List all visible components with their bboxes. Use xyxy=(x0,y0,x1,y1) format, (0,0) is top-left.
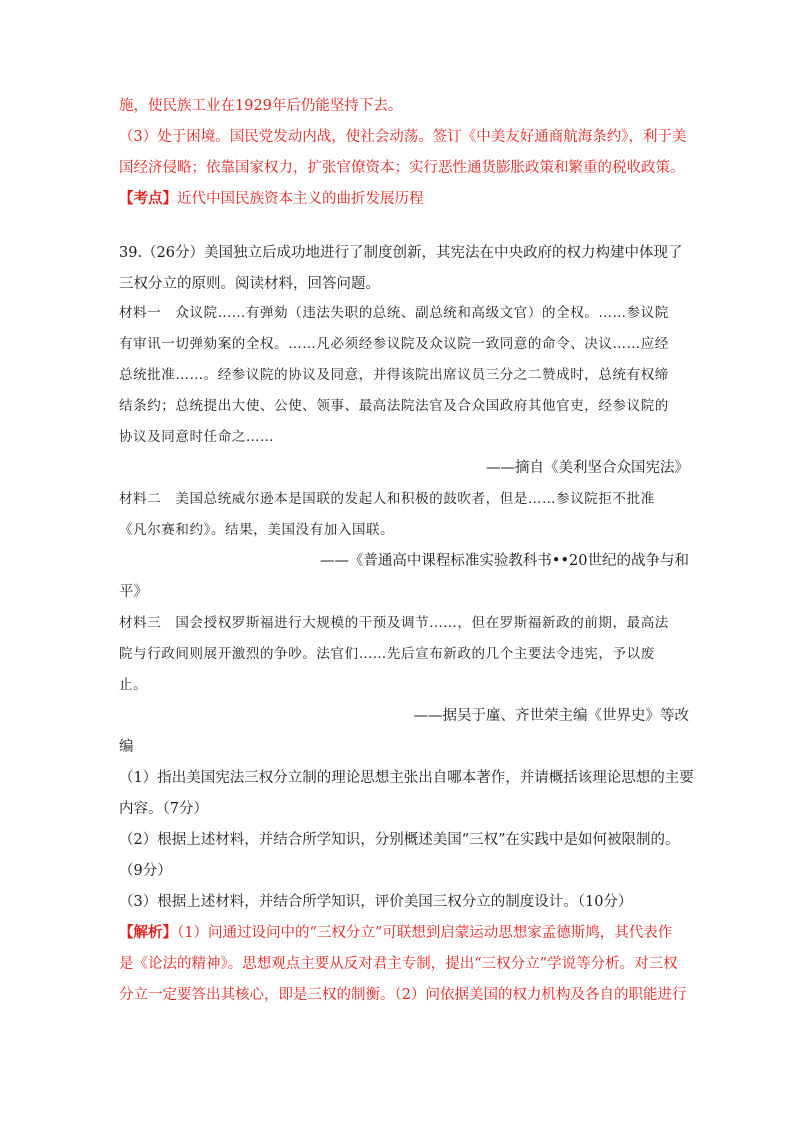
analysis-line2: 是《论法的精神》。思想观点主要从反对君主专制，提出“三权分立”学说等分析。对三权 xyxy=(119,956,678,972)
subquestion1-line1: （1）指出美国宪法三权分立制的理论思想主张出自哪本著作，并请概括该理论思想的主要 xyxy=(119,770,694,786)
question-stem-line1: 39.（26分）美国独立后成功地进行了制度创新，其宪法在中央政府的权力构建中体现了 xyxy=(119,245,683,261)
document-page xyxy=(119,96,694,1005)
subquestion2-line2: （9分） xyxy=(119,863,172,879)
material2-line2: 《凡尔赛和约》。结果，美国没有加入国联。 xyxy=(119,522,395,538)
analysis-text-1: （1）问通过设问中的“三权分立”可联想到启蒙运动思想家孟德斯鸠，其代表作 xyxy=(177,925,673,941)
material1-line3: 总统批准……。经参议院的协议及同意，并得该院出席议员三分之二赞成时，总统有权缔 xyxy=(119,367,669,383)
question-stem-line2: 三权分立的原则。阅读材料，回答问题。 xyxy=(119,276,380,292)
answer-part3-line1: （3）处于困境。国民党发动内战，使社会动荡。签订《中美友好通商航海条约》，利于美 xyxy=(119,129,687,145)
material3-source-line2: 编 xyxy=(119,739,134,755)
kaodian-text: 近代中国民族资本主义的曲折发展历程 xyxy=(177,191,424,207)
analysis-line3: 分立一定要答出其核心，即是三权的制衡。（2）问依据美国的权力机构及各自的职能进行 xyxy=(119,987,687,1003)
material1-line4: 结条约；总统提出大使、公使、领事、最高法院法官及合众国政府其他官吏，经参议院的 xyxy=(119,398,669,414)
material1-line5: 协议及同意时任命之…… xyxy=(119,429,275,445)
kaodian-line xyxy=(119,189,689,209)
material2-source-line2: 平》 xyxy=(119,584,148,600)
prev-answer-line: 施，使民族工业在1929年后仍能坚持下去。 xyxy=(119,98,403,114)
material2-line1: 材料二 美国总统威尔逊本是国联的发起人和积极的鼓吹者，但是……参议院拒不批准 xyxy=(119,491,655,507)
subquestion3-line1: （3）根据上述材料，并结合所学知识，评价美国三权分立的制度设计。（10分） xyxy=(119,894,633,910)
answer-part3-line2: 国经济侵略；依靠国家权力，扩张官僚资本；实行恶性通货膨胀政策和繁重的税收政策。 xyxy=(119,160,685,176)
material3-line1: 材料三 国会授权罗斯福进行大规模的干预及调节……，但在罗斯福新政的前期，最高法 xyxy=(119,615,669,631)
material1-line2: 有审讯一切弹劾案的全权。……凡必须经参议院及众议院一致同意的命令、决议……应经 xyxy=(119,336,669,352)
analysis-tag: 【解析】 xyxy=(119,924,177,941)
material3-line2: 院与行政间则展开激烈的争吵。法官们……先后宣布新政的几个主要法令违宪，予以废 xyxy=(119,646,655,662)
material3-source-line1: ——据吴于廑、齐世荣主编《世界史》等改 xyxy=(413,708,689,724)
material2-source-line1: ——《普通高中课程标准实验教科书••20世纪的战争与和 xyxy=(319,553,689,569)
material1-line1: 材料一 众议院……有弹劾（违法失职的总统、副总统和高级文官）的全权。……参议院 xyxy=(119,305,669,321)
material3-line3: 止。 xyxy=(119,677,148,693)
material1-source: ——摘自《美利坚合众国宪法》 xyxy=(486,460,689,476)
kaodian-tag: 【考点】 xyxy=(119,190,177,207)
subquestion2-line1: （2）根据上述材料，并结合所学知识，分别概述美国“三权”在实践中是如何被限制的。 xyxy=(119,832,680,848)
analysis-line1 xyxy=(119,923,689,943)
subquestion1-line2: 内容。（7分） xyxy=(119,801,208,817)
